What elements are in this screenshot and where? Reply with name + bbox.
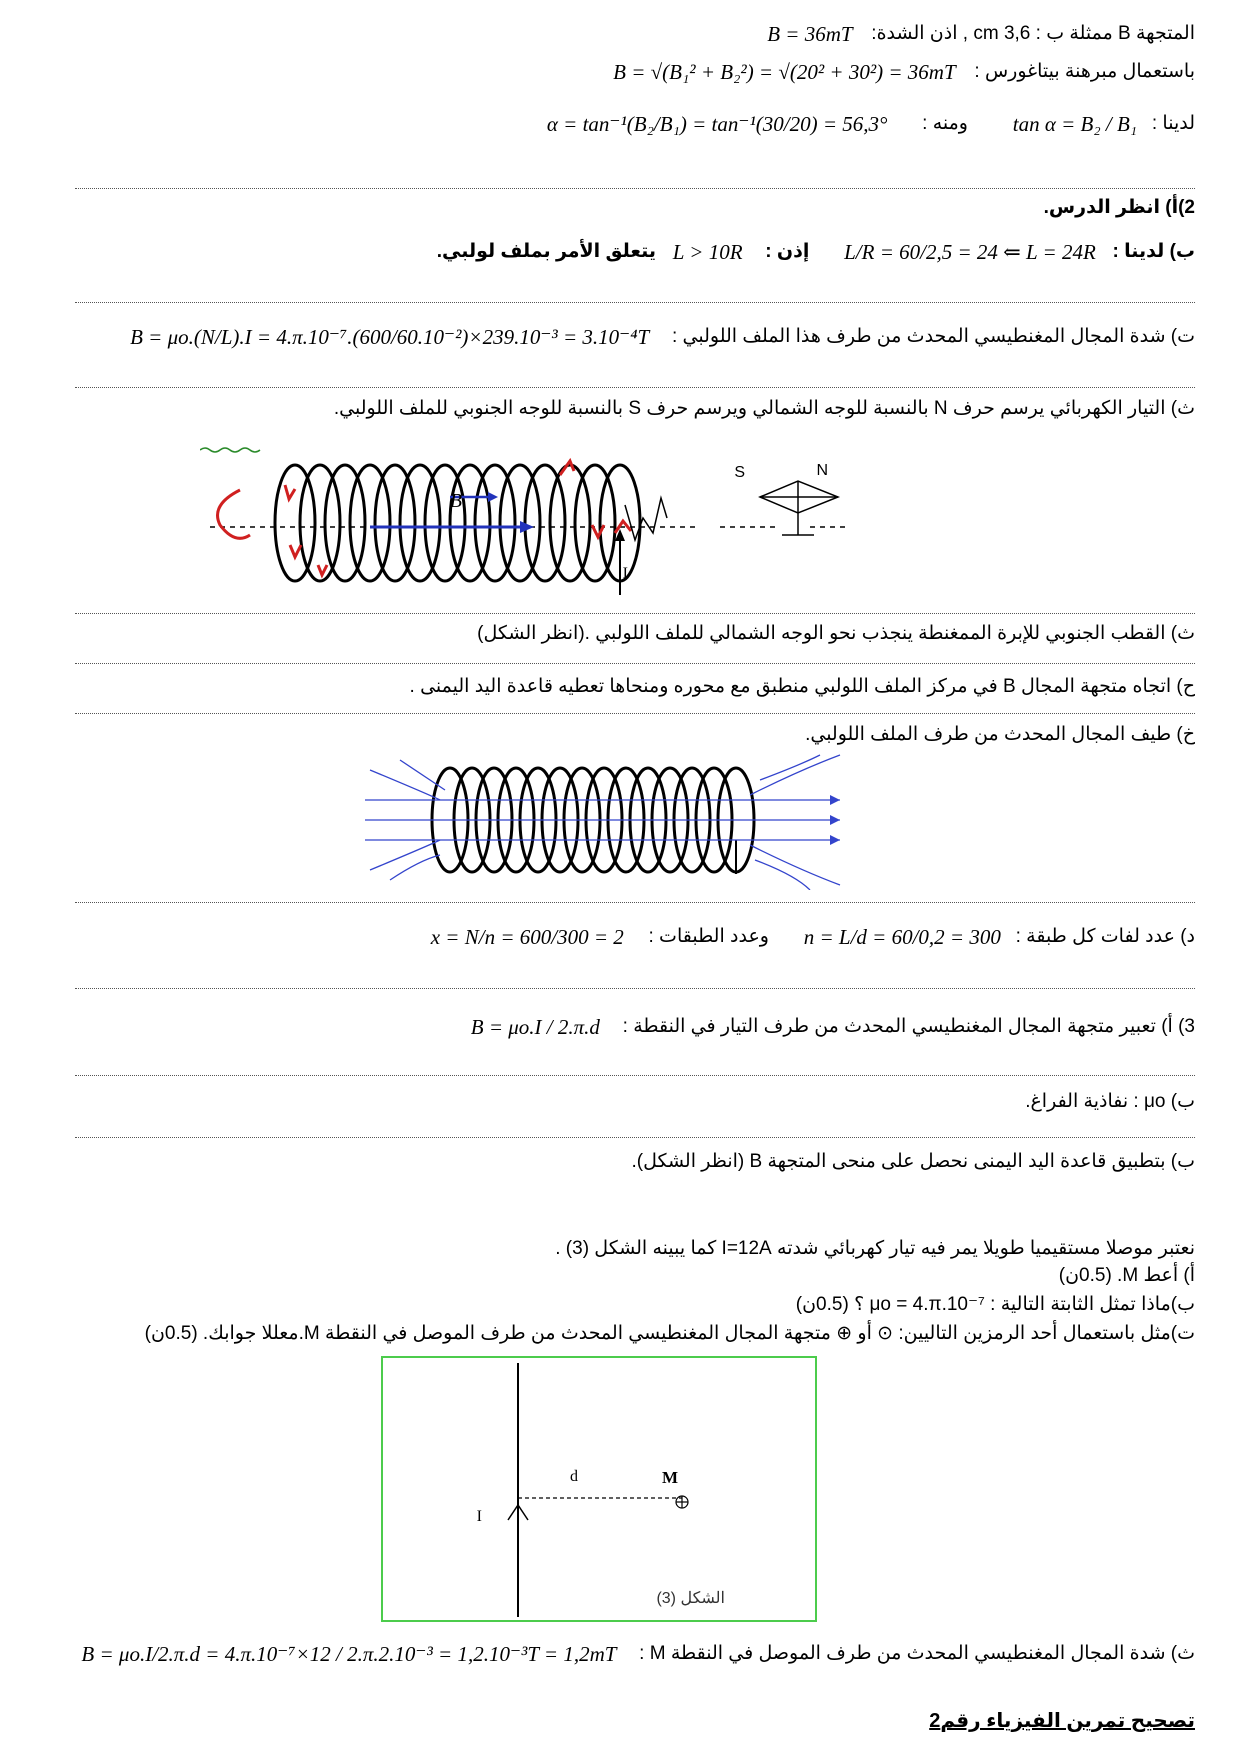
- point-m-label: M: [661, 1468, 678, 1487]
- q3a-line: [471, 1015, 1195, 1040]
- exercise-th-line: [81, 1642, 1195, 1667]
- exercise-qc: ت)مثل باستعمال أحد الرمزين التاليين: ⊙ أو ⊕ متجهة المجال المغنطيسي المحدث من طرف الموصل في النقطة M.معللا جوابك. (0.5ن): [144, 1323, 1195, 1344]
- q2t-line: [130, 325, 1195, 350]
- ratio-math: L/R = 60/2,5 = 24 ⇐ L = 24R: [844, 240, 1096, 265]
- text: ث) شدة المجال المغنطيسي المحدث من طرف الموصل في النقطة M :: [639, 1643, 1195, 1664]
- current-label: I: [476, 1508, 482, 1525]
- q2h-text: ح) اتجاه متجهة المجال B في مركز الملف اللولبي منطبق مع محوره ومنحاها تعطيه قاعدة اليد اليمنى .: [409, 676, 1195, 697]
- condition: L > 10R: [672, 240, 743, 265]
- math-layers: x = N/n = 600/300 = 2: [430, 925, 624, 950]
- divider: [75, 902, 1195, 903]
- label: ب) لدينا :: [1112, 241, 1195, 262]
- math: B = μo.I / 2.π.d: [470, 1015, 600, 1040]
- q3c-text: ب) بتطبيق قاعدة اليد اليمنى نحصل على منحى المتجهة B (انظر الشكل).: [631, 1151, 1195, 1172]
- divider: [75, 188, 1195, 189]
- divider: [75, 613, 1195, 614]
- then: إذن :: [765, 241, 810, 262]
- solenoid-field-spectrum: [360, 750, 850, 890]
- math: B = √(B₁² + B₂²) = √(20² + 30²) = 36mT: [613, 60, 956, 85]
- math: B = 36mT: [767, 22, 853, 47]
- text: المتجهة B ممثلة ب : 3,6 cm , اذن الشدة:: [871, 23, 1195, 44]
- text: ومنه :: [922, 113, 968, 134]
- q2a: 2)أ) انظر الدرس.: [1043, 197, 1195, 218]
- line-angle: [547, 112, 1195, 137]
- q2th2-text: ث) القطب الجنوبي للإبرة الممغنطة ينجذب نحو الوجه الشمالي للملف اللولبي .(انظر الشكل): [477, 623, 1195, 644]
- label: لدينا :: [1151, 113, 1195, 134]
- text: 3) أ) تعبير متجهة المجال المغنطيسي المحدث من طرف التيار في النقطة :: [622, 1016, 1195, 1037]
- tan-formula: tan α = B₂ / B₁: [1012, 112, 1138, 137]
- divider: [75, 1075, 1195, 1076]
- conclusion: يتعلق الأمر بملف لولبي.: [436, 241, 656, 262]
- divider: [75, 663, 1195, 664]
- figure-3: [380, 1355, 820, 1625]
- current-label-i: I: [622, 565, 628, 582]
- q2b-line: [437, 240, 1195, 265]
- exercise-qa: أ) أعط M. (0.5ن): [1058, 1265, 1195, 1286]
- distance-label: d: [570, 1468, 578, 1485]
- math-turns: n = L/d = 60/0,2 = 300: [803, 925, 1001, 950]
- alpha-formula: α = tan⁻¹(B₂/B₁) = tan⁻¹(30/20) = 56,3°: [546, 112, 888, 137]
- line-pythagoras: [613, 60, 1195, 85]
- q3b-text: ب) μo : نفاذية الفراغ.: [1025, 1091, 1195, 1112]
- text: د) عدد لفات كل طبقة :: [1015, 926, 1195, 947]
- text: باستعمال مبرهنة بيتاغورس :: [974, 61, 1195, 82]
- field-label-b: B: [449, 490, 462, 512]
- divider: [75, 1137, 1195, 1138]
- divider: [75, 302, 1195, 303]
- math: B = μo.(N/L).I = 4.π.10⁻⁷.(600/60.10⁻²)×239.10⁻³ = 3.10⁻⁴T: [130, 325, 650, 350]
- q2kh-text: خ) طيف المجال المحدث من طرف الملف اللولبي.: [805, 724, 1195, 745]
- math: B = μo.I/2.π.d = 4.π.10⁻⁷×12 / 2.π.2.10⁻³ = 1,2.10⁻³T = 1,2mT: [81, 1642, 617, 1667]
- text: ت) شدة المجال المغنطيسي المحدث من طرف هذا الملف اللولبي :: [671, 326, 1195, 347]
- exercise-intro: نعتبر موصلا مستقيميا طويلا يمر فيه تيار كهربائي شدته I=12A كما يبينه الشكل (3) .: [555, 1238, 1195, 1259]
- divider: [75, 387, 1195, 388]
- solenoid-figure: [200, 445, 960, 605]
- line-b-magnitude: [767, 22, 1195, 47]
- compass-north-label: N: [816, 462, 828, 479]
- q2th-text: ث) التيار الكهربائي يرسم حرف N بالنسبة للوجه الشمالي ويرسم حرف S بالنسبة للوجه الجنوبي للملف اللولبي.: [333, 398, 1195, 419]
- figure-caption: الشكل (3): [656, 1590, 725, 1607]
- divider: [75, 988, 1195, 989]
- footer-title: تصحيح تمرين الفيزياء رقم2: [929, 1710, 1195, 1732]
- divider: [75, 713, 1195, 714]
- compass-south-label: S: [734, 464, 745, 481]
- exercise-qb: ب)ماذا تمثل الثابتة التالية : μo = 4.π.10⁻⁷ ؟ (0.5ن): [795, 1294, 1195, 1315]
- text: وعدد الطبقات :: [648, 926, 769, 947]
- q2d-line: [431, 925, 1195, 950]
